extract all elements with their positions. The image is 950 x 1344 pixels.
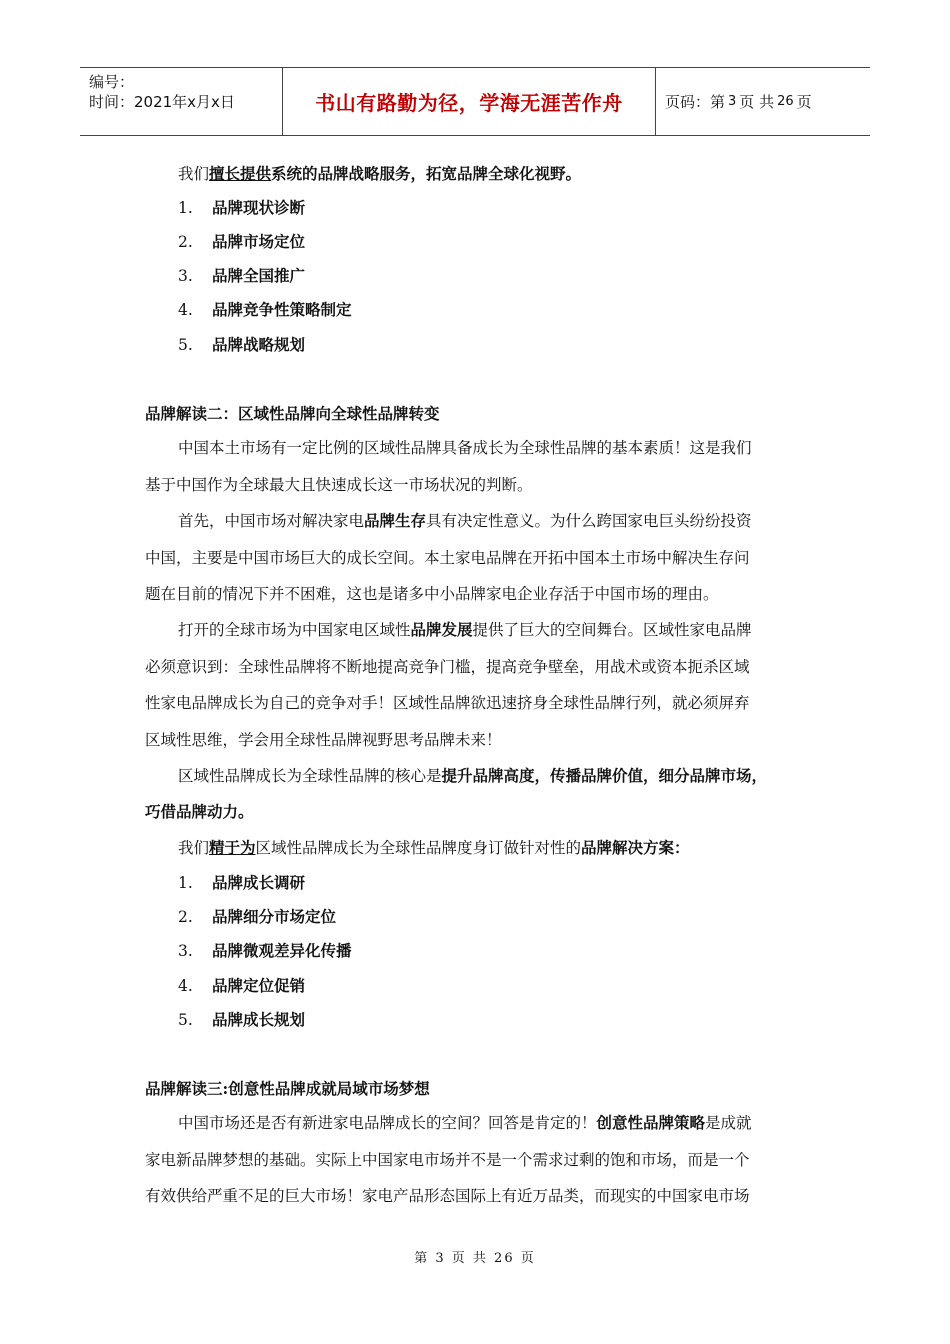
paragraph-line: 巧借品牌动力。 bbox=[145, 802, 254, 821]
paragraph-line: 中国本土市场有一定比例的区域性品牌具备成长为全球性品牌的基本素质！这是我们 bbox=[178, 439, 752, 457]
paragraph-line: 性家电品牌成长为自己的竞争对手！区域性品牌欲迅速挤身全球性品牌行列，就必须屏弃 bbox=[145, 694, 750, 712]
paragraph-line: 首先，中国市场对解决家电品牌生存具有决定性意义。为什么跨国家电巨头纷纷投资 bbox=[178, 511, 752, 530]
list-item: 1. 品牌成长调研 bbox=[178, 873, 306, 892]
paragraph-line: 打开的全球市场为中国家电区域性品牌发展提供了巨大的空间舞台。区域性家电品牌 bbox=[178, 620, 752, 639]
paragraph-line: 区域性思维，学会用全球性品牌视野思考品牌未来！ bbox=[145, 731, 502, 749]
page-mid: 页 共 bbox=[739, 93, 775, 111]
paragraph-line: 必须意识到：全球性品牌将不断地提高竞争门槛，提高竞争壁垒，用战术或资本扼杀区域 bbox=[145, 658, 750, 676]
intro-text: 我们 bbox=[178, 165, 210, 183]
header-page-number bbox=[656, 68, 870, 135]
list-item: 3. 品牌微观差异化传播 bbox=[178, 941, 352, 960]
list-item: 4. 品牌竞争性策略制定 bbox=[178, 300, 352, 319]
header-meta bbox=[80, 68, 282, 135]
paragraph-line: 有效供给严重不足的巨大市场！家电产品形态国际上有近万品类，而现实的中国家电市场 bbox=[145, 1187, 750, 1205]
paragraph-line: 中国市场还是否有新进家电品牌成长的空间？回答是肯定的！创意性品牌策略是成就 bbox=[178, 1113, 752, 1132]
page-header bbox=[80, 67, 870, 136]
list-item: 2. 品牌细分市场定位 bbox=[178, 907, 337, 926]
list-item: 5. 品牌成长规划 bbox=[178, 1010, 306, 1029]
section3-heading: 品牌解读三:创意性品牌成就局域市场梦想 bbox=[145, 1079, 430, 1098]
list-item: 5. 品牌战略规划 bbox=[178, 335, 306, 354]
list-item: 4. 品牌定位促销 bbox=[178, 976, 306, 995]
list-item: 1. 品牌现状诊断 bbox=[178, 198, 306, 217]
date-label: 时间：2021年x月x日 bbox=[89, 93, 235, 111]
page-prefix: 页码：第 bbox=[665, 93, 726, 111]
paragraph-line: 家电新品牌梦想的基础。实际上中国家电市场并不是一个需求过剩的饱和市场，而是一个 bbox=[145, 1151, 750, 1169]
intro-bold: 系统的品牌战略服务，拓宽品牌全球化视野。 bbox=[271, 164, 582, 183]
section2-heading: 品牌解读二：区域性品牌向全球性品牌转变 bbox=[145, 404, 440, 423]
serial-label: 编号： bbox=[89, 73, 135, 91]
header-motto: 书山有路勤为径，学海无涯苦作舟 bbox=[282, 68, 656, 135]
paragraph-line: 我们精于为区域性品牌成长为全球性品牌度身订做针对性的品牌解决方案： bbox=[178, 838, 690, 857]
page-current: 3 bbox=[728, 94, 737, 109]
paragraph-line: 题在目前的情况下并不困难，这也是诸多中小品牌家电企业存活于中国市场的理由。 bbox=[145, 585, 719, 603]
paragraph-line: 基于中国作为全球最大且快速成长这一市场状况的判断。 bbox=[145, 476, 533, 494]
page-footer: 第 3 页 共 26 页 bbox=[414, 1251, 536, 1266]
paragraph-line: 区域性品牌成长为全球性品牌的核心是提升品牌高度，传播品牌价值，细分品牌市场， bbox=[178, 766, 768, 785]
intro-underlined: 擅长提供 bbox=[209, 164, 272, 183]
paragraph-line: 中国，主要是中国市场巨大的成长空间。本土家电品牌在开拓中国本土市场中解决生存问 bbox=[145, 549, 750, 567]
page-total: 26 bbox=[777, 94, 794, 109]
page-suffix: 页 bbox=[796, 93, 812, 111]
list-item: 3. 品牌全国推广 bbox=[178, 266, 306, 285]
section1-intro bbox=[178, 164, 858, 184]
list-item: 2. 品牌市场定位 bbox=[178, 232, 306, 251]
